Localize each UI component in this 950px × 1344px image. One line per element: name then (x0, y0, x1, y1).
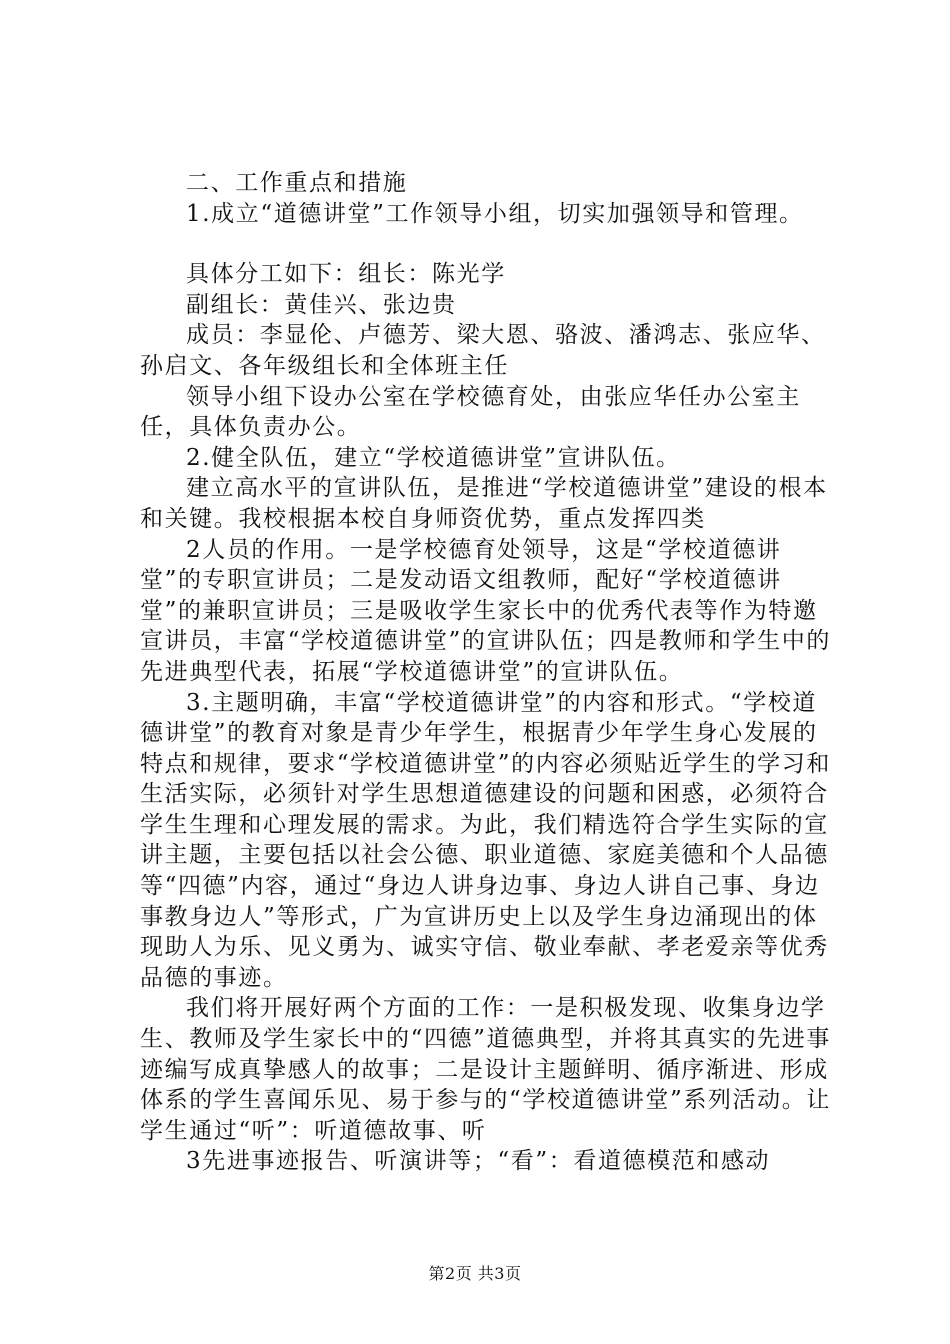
paragraph-8: 2人员的作用。一是学校德育处领导，这是“学校道德讲堂”的专职宣讲员；二是发动语文组教师，配好“学校道德讲堂”的兼职宣讲员；三是吸收学生家长中的优秀代表等作为特邀宣讲员，丰富“学校道德讲堂”的宣讲队伍；四是教师和学生中的先进典型代表，拓展“学校道德讲堂”的宣讲队伍。 (140, 536, 831, 685)
paragraph-11: 3先进事迹报告、听演讲等；“看”：看道德模范和感动 (186, 1148, 771, 1175)
paragraph-1: 1.成立“道德讲堂”工作领导小组，切实加强领导和管理。 (186, 200, 804, 227)
paragraph-5: 领导小组下设办公室在学校德育处，由张应华任办公室主任，具体负责办公。 (140, 383, 801, 441)
paragraph-gap (140, 229, 840, 259)
paragraph-2: 具体分工如下：组长：陈光学 (186, 261, 506, 288)
page-number-footer: 第2页 共3页 (428, 1264, 522, 1283)
paragraph-7: 建立高水平的宣讲队伍，是推进“学校道德讲堂”建设的根本和关键。我校根据本校自身师资优势，重点发挥四类 (140, 475, 828, 532)
paragraph-6: 2.健全队伍，建立“学校道德讲堂”宣讲队伍。 (186, 444, 681, 471)
section-heading: 二、工作重点和措施 (186, 170, 408, 196)
paragraph-4: 成员：李显伦、卢德芳、梁大恩、骆波、潘鸿志、张应华、孙启文、各年级组长和全体班主任 (140, 322, 826, 379)
document-body (140, 168, 840, 1177)
paragraph-9: 3.主题明确，丰富“学校道德讲堂”的内容和形式。“学校道德讲堂”的教育对象是青少年学生，根据青少年学生身心发展的特点和规律，要求“学校道德讲堂”的内容必须贴近学生的学习和生活实际，必须针对学生思想道德建设的问题和困惑，必须符合学生生理和心理发展的需求。为此，我们精选符合学生实际的宣讲主题，主要包括以社会公德、职业道德、家庭美德和个人品德等“四德”内容，通过“身边人讲身边事、身边人讲自己事、身边事教身边人”等形式，广为宣讲历史上以及学生身边涌现出的体现助人为乐、见义勇为、诚实守信、敬业奉献、孝老爱亲等优秀品德的事迹。 (140, 689, 831, 991)
paragraph-3: 副组长：黄佳兴、张边贵 (186, 291, 457, 318)
paragraph-10: 我们将开展好两个方面的工作：一是积极发现、收集身边学生、教师及学生家长中的“四德”道德典型，并将其真实的先进事迹编写成真挚感人的故事；二是设计主题鲜明、循序渐进、形成体系的学生喜闻乐见、易于参与的“学校道德讲堂”系列活动。让学生通过“听”：听道德故事、听 (140, 995, 831, 1144)
